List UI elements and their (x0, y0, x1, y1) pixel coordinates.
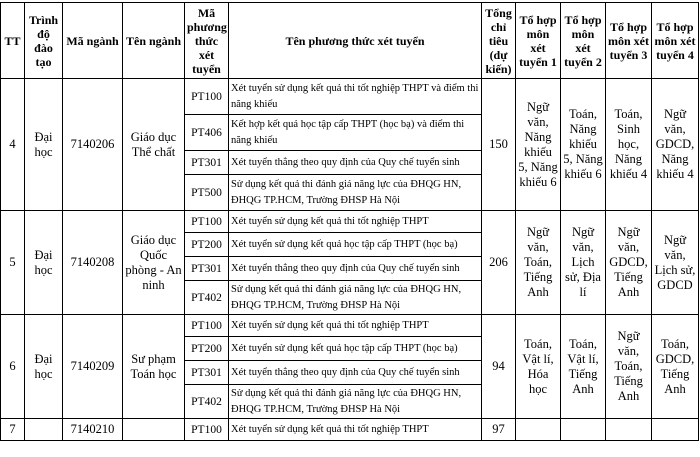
header-method-code: Mã phương thức xét tuyển (185, 3, 229, 79)
header-row (1, 3, 699, 79)
cell-combo-3: Ngữ văn, Toán, Tiếng Anh (606, 315, 652, 419)
cell-level (25, 419, 63, 441)
cell-method-name: Xét tuyển sử dụng kết quả thi tốt nghiệp THPT (229, 419, 482, 441)
cell-combo-1 (516, 419, 561, 441)
cell-combo-1: Ngữ văn, Toán, Tiếng Anh (516, 211, 561, 315)
admission-table (0, 2, 699, 441)
cell-method-name: Xét tuyển sử dụng kết quả học tập cấp THPT (học bạ) (229, 337, 482, 361)
cell-method-code: PT301 (185, 361, 229, 385)
cell-method-name: Xét tuyển sử dụng kết quả thi tốt nghiệp THPT và điểm thi năng khiếu (229, 79, 482, 115)
cell-major-name (123, 419, 185, 441)
cell-combo-2: Toán, Năng khiếu 5, Năng khiếu 6 (561, 79, 606, 211)
cell-quota: 94 (482, 315, 516, 419)
header-method-name: Tên phương thức xét tuyển (229, 3, 482, 79)
cell-tt: 6 (1, 315, 25, 419)
cell-quota: 206 (482, 211, 516, 315)
cell-major-code: 7140206 (63, 79, 123, 211)
cell-method-name: Xét tuyển thẳng theo quy định của Quy chế tuyển sinh (229, 257, 482, 281)
table-row (1, 211, 699, 233)
header-combo-2: Tổ hợp môn xét tuyển 2 (561, 3, 606, 79)
cell-tt: 7 (1, 419, 25, 441)
cell-combo-4: Ngữ văn, Lịch sử, GDCD (652, 211, 699, 315)
cell-major-name: Giáo dục Thể chất (123, 79, 185, 211)
cell-tt: 4 (1, 79, 25, 211)
cell-level: Đại học (25, 79, 63, 211)
cell-method-code: PT402 (185, 385, 229, 419)
cell-combo-4: Toán, GDCD, Tiếng Anh (652, 315, 699, 419)
header-combo-3: Tổ hợp môn xét tuyển 3 (606, 3, 652, 79)
cell-tt: 5 (1, 211, 25, 315)
header-tt: TT (1, 3, 25, 79)
cell-method-name: Kết hợp kết quả học tập cấp THPT (học bạ) và điểm thi năng khiếu (229, 115, 482, 151)
cell-combo-1: Ngữ văn, Năng khiếu 5, Năng khiếu 6 (516, 79, 561, 211)
cell-major-name: Sư phạm Toán học (123, 315, 185, 419)
cell-major-code: 7140210 (63, 419, 123, 441)
table-row (1, 315, 699, 337)
cell-method-name: Sử dụng kết quả thi đánh giá năng lực của ĐHQG HN, ĐHQG TP.HCM, Trường ĐHSP Hà Nội (229, 175, 482, 211)
header-combo-4: Tổ hợp môn xét tuyển 4 (652, 3, 699, 79)
cell-method-code: PT100 (185, 79, 229, 115)
cell-combo-3 (606, 419, 652, 441)
cell-method-code: PT406 (185, 115, 229, 151)
cell-combo-1: Toán, Vật lí, Hóa học (516, 315, 561, 419)
cell-method-code: PT100 (185, 211, 229, 233)
cell-method-name: Xét tuyển thẳng theo quy định của Quy chế tuyển sinh (229, 151, 482, 175)
cell-combo-4 (652, 419, 699, 441)
cell-quota: 97 (482, 419, 516, 441)
cell-method-code: PT402 (185, 281, 229, 315)
cell-method-code: PT100 (185, 315, 229, 337)
header-level: Trình độ đào tạo (25, 3, 63, 79)
cell-method-code: PT301 (185, 257, 229, 281)
cell-combo-3: Ngữ văn, GDCD, Tiếng Anh (606, 211, 652, 315)
cell-method-code: PT200 (185, 337, 229, 361)
cell-combo-3: Toán, Sinh học, Năng khiếu 4 (606, 79, 652, 211)
cell-level: Đại học (25, 315, 63, 419)
header-combo-1: Tổ hợp môn xét tuyển 1 (516, 3, 561, 79)
header-quota: Tổng chỉ tiêu (dự kiến) (482, 3, 516, 79)
cell-level: Đại học (25, 211, 63, 315)
cell-method-name: Xét tuyển thẳng theo quy định của Quy chế tuyển sinh (229, 361, 482, 385)
cell-combo-2: Ngữ văn, Lịch sử, Địa lí (561, 211, 606, 315)
table-row (1, 79, 699, 115)
cell-method-code: PT301 (185, 151, 229, 175)
cell-method-name: Xét tuyển sử dụng kết quả thi tốt nghiệp THPT (229, 211, 482, 233)
cell-major-code: 7140208 (63, 211, 123, 315)
cell-combo-4: Ngữ văn, GDCD, Năng khiếu 4 (652, 79, 699, 211)
cell-combo-2: Toán, Vật lí, Tiếng Anh (561, 315, 606, 419)
cell-method-name: Sử dụng kết quả thi đánh giá năng lực của ĐHQG HN, ĐHQG TP.HCM, Trường ĐHSP Hà Nội (229, 385, 482, 419)
cell-method-name: Xét tuyển sử dụng kết quả thi tốt nghiệp THPT (229, 315, 482, 337)
cell-method-code: PT200 (185, 233, 229, 257)
header-major-name: Tên ngành (123, 3, 185, 79)
cell-combo-2 (561, 419, 606, 441)
header-major-code: Mã ngành (63, 3, 123, 79)
cell-method-name: Xét tuyển sử dụng kết quả học tập cấp THPT (học bạ) (229, 233, 482, 257)
cell-major-code: 7140209 (63, 315, 123, 419)
cell-quota: 150 (482, 79, 516, 211)
cell-method-code: PT100 (185, 419, 229, 441)
cell-method-code: PT500 (185, 175, 229, 211)
cell-major-name: Giáo dục Quốc phòng - An ninh (123, 211, 185, 315)
cell-method-name: Sử dụng kết quả thi đánh giá năng lực của ĐHQG HN, ĐHQG TP.HCM, Trường ĐHSP Hà Nội (229, 281, 482, 315)
table-row (1, 419, 699, 441)
